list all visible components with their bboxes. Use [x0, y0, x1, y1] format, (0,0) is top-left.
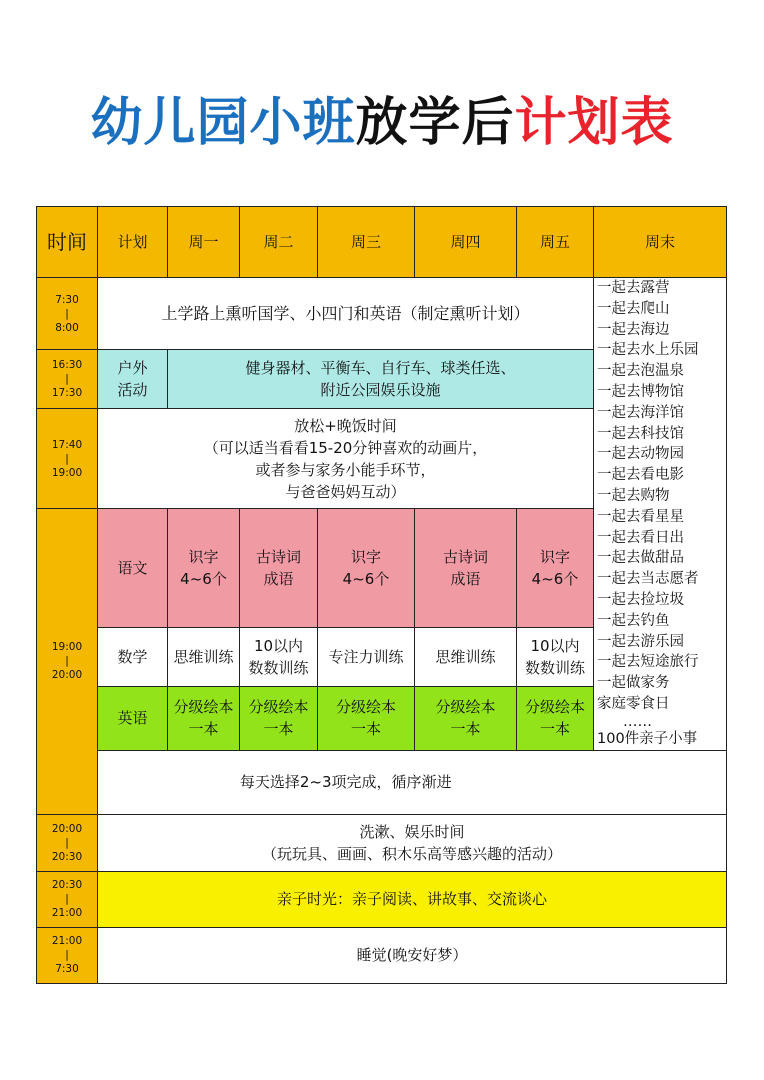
- time-cell: 20:30 | 21:00: [37, 871, 98, 927]
- morning-text: 上学路上熏听国学、小四门和英语（制定熏听计划）: [98, 278, 594, 350]
- title-part2: 放学后: [355, 93, 515, 153]
- weekend-item: 一起去看电影: [597, 467, 684, 484]
- weekend-item: 100件亲子小事: [597, 730, 698, 747]
- chinese-cell: 识字 4~6个: [168, 509, 240, 628]
- english-cell: 分级绘本 一本: [168, 686, 240, 750]
- weekend-item: 一起去短途旅行: [597, 654, 699, 671]
- weekend-item: 一起去做甜品: [597, 550, 684, 567]
- weekend-item: 一起去海洋馆: [597, 404, 684, 421]
- sleep-text: 睡觉(晚安好梦）: [98, 927, 727, 983]
- weekend-item: 一起去看星星: [597, 508, 684, 525]
- chinese-cell: 古诗词 成语: [415, 509, 517, 628]
- math-cell: 专注力训练: [318, 627, 415, 686]
- weekend-item: 一起去购物: [597, 487, 670, 504]
- weekend-item: 一起去当志愿者: [597, 571, 699, 588]
- title-part3: 计划表: [514, 93, 674, 153]
- weekend-item: 一起去水上乐园: [597, 342, 699, 359]
- header-row: [37, 207, 727, 278]
- weekend-item: 一起去科技馆: [597, 425, 684, 442]
- math-cell: 10以内 数数训练: [517, 627, 594, 686]
- row-sleep: [37, 927, 727, 983]
- english-cell: 分级绘本 一本: [415, 686, 517, 750]
- dinner-text: 放松+晚饭时间 （可以适当看看15-20分钟喜欢的动画片， 或者参与家务小能手环节， 与爸爸妈妈互动）: [98, 409, 594, 509]
- math-cell: 10以内 数数训练: [240, 627, 318, 686]
- english-cell: 分级绘本 一本: [240, 686, 318, 750]
- time-cell: 7:30 | 8:00: [37, 278, 98, 350]
- time-cell: 16:30 | 17:30: [37, 350, 98, 409]
- math-label: 数学: [98, 627, 168, 686]
- header-wed: 周三: [318, 207, 415, 278]
- header-tue: 周二: [240, 207, 318, 278]
- english-label: 英语: [98, 686, 168, 750]
- chinese-cell: 古诗词 成语: [240, 509, 318, 628]
- weekend-list: [594, 278, 727, 751]
- weekend-item: 一起去博物馆: [597, 383, 684, 400]
- time-cell: 20:00 | 20:30: [37, 814, 98, 871]
- wash-text: 洗漱、娱乐时间 （玩玩具、画画、积木乐高等感兴趣的活动）: [98, 814, 727, 871]
- weekend-item: 一起去动物园: [597, 446, 684, 463]
- header-thu: 周四: [415, 207, 517, 278]
- title-part1: 幼儿园小班: [90, 93, 356, 153]
- weekend-item: 一起去钓鱼: [597, 612, 670, 629]
- chinese-label: 语文: [98, 509, 168, 628]
- time-cell: 21:00 | 7:30: [37, 927, 98, 983]
- schedule-table: [36, 206, 727, 984]
- english-cell: 分级绘本 一本: [517, 686, 594, 750]
- weekend-item: 一起去海边: [597, 321, 670, 338]
- header-weekend: 周末: [594, 207, 727, 278]
- page-title: [0, 88, 764, 158]
- row-wash: [37, 814, 727, 871]
- row-parent: [37, 871, 727, 927]
- math-cell: 思维训练: [415, 627, 517, 686]
- header-mon: 周一: [168, 207, 240, 278]
- time-cell: 19:00 | 20:00: [37, 509, 98, 815]
- parent-text: 亲子时光：亲子阅读、讲故事、交流谈心: [98, 871, 727, 927]
- weekend-item: 一起去露营: [597, 280, 670, 296]
- weekend-item: 一起做家务: [597, 675, 670, 692]
- outdoor-text: 健身器材、平衡车、自行车、球类任选、 附近公园娱乐设施: [168, 350, 594, 409]
- weekend-item: 一起去泡温泉: [597, 363, 684, 380]
- outdoor-label: 户外 活动: [98, 350, 168, 409]
- choose-text: 每天选择2~3项完成，循序渐进: [98, 750, 594, 814]
- english-cell: 分级绘本 一本: [318, 686, 415, 750]
- row-morning: [37, 278, 727, 350]
- time-cell: 17:40 | 19:00: [37, 409, 98, 509]
- weekend-item: 一起去爬山: [597, 300, 670, 317]
- header-plan: 计划: [98, 207, 168, 278]
- chinese-cell: 识字 4~6个: [318, 509, 415, 628]
- math-cell: 思维训练: [168, 627, 240, 686]
- chinese-cell: 识字 4~6个: [517, 509, 594, 628]
- header-fri: 周五: [517, 207, 594, 278]
- weekend-item: 一起去捡垃圾: [597, 591, 684, 608]
- weekend-item: 一起去看日出: [597, 529, 684, 546]
- weekend-blank: [594, 750, 727, 814]
- header-time: 时间: [37, 207, 98, 278]
- weekend-item: 家庭零食日: [597, 695, 670, 712]
- weekend-item: 一起去游乐园: [597, 633, 684, 650]
- row-choose: [37, 750, 727, 814]
- weekend-ellipsis: ……: [623, 713, 652, 730]
